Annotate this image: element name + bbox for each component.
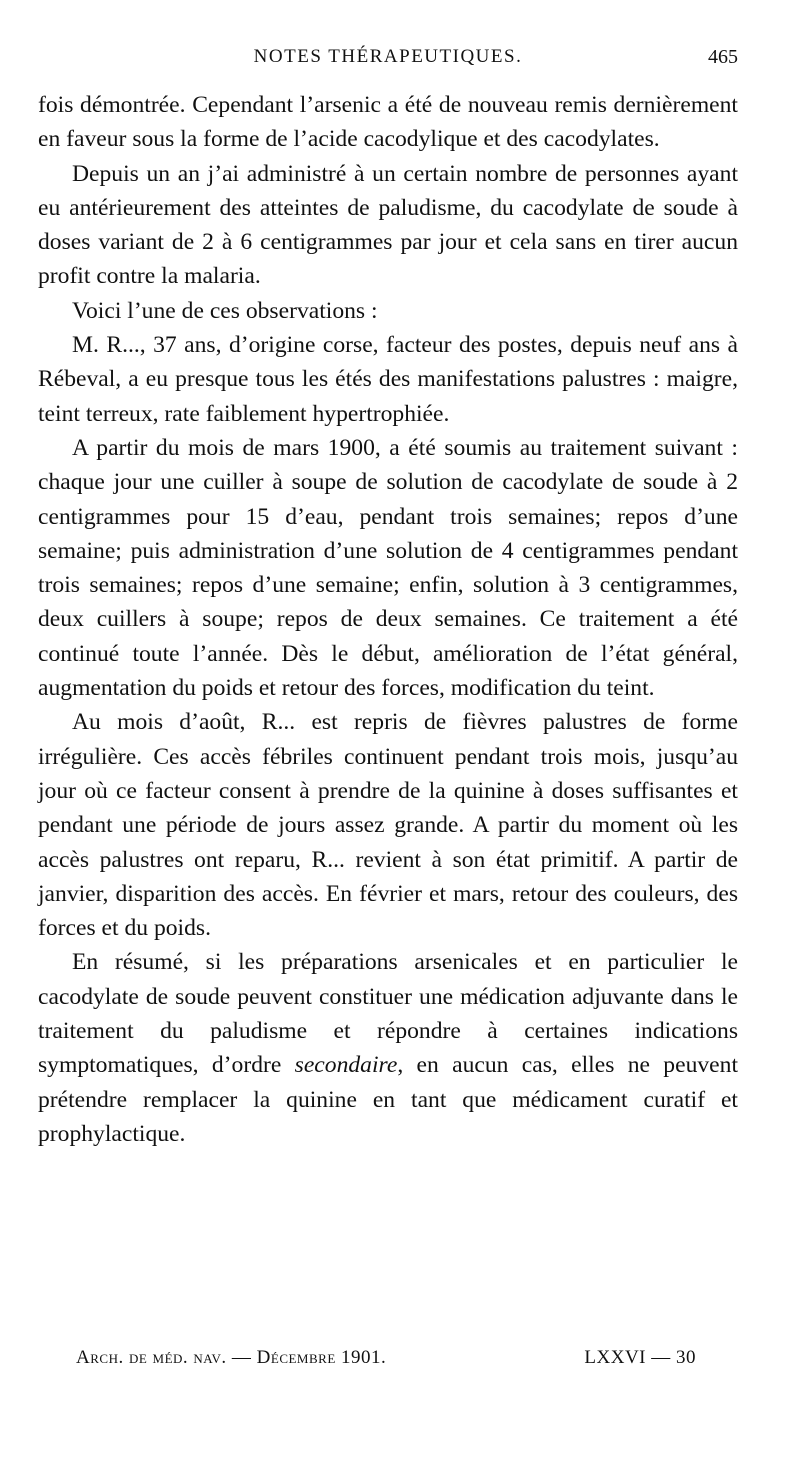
footer-signature: LXXVI — 30 [584,1347,696,1368]
footer-source: Arch. de méd. nav. — Décembre 1901. [76,1347,387,1368]
footer [76,1347,696,1375]
body-text [38,88,738,1151]
paragraph: Au mois d’août, R... est repris de fièvres palustres de forme irrégulière. Ces accès fébriles continuent pendant trois mois, jusqu’au jour où ce facteur consent à prendre de la quinine à doses suffisantes et pendant une période de jours assez grande. A partir du moment où les accès palustres ont reparu, R... revient à son état primitif. A partir de janvier, disparition des accès. En février et mars, retour des couleurs, des forces et du poids. [38,709,738,942]
page-number: 465 [708,46,738,68]
paragraph: A partir du mois de mars 1900, a été soumis au traitement suivant : chaque jour une cuiller à soupe de solution de cacodylate de soude à 2 centigrammes pour 15 d’eau, pendant trois semaines; repos d’une semaine; puis administration d’une solution de 4 centigrammes pendant trois semaines; repos d’une semaine; enfin, solution à 3 centigrammes, deux cuillers à soupe; repos de deux semaines. Ce traitement a été continué toute l’année. Dès le début, amélioration de l’état général, augmentation du poids et retour des forces, modification du teint. [38,434,738,702]
paragraph-text: , en aucun cas, elles ne peuvent prétendre remplacer la quinine en tant que médicament curatif et prophylactique. [38,1052,738,1147]
paragraph-text: En résumé, si les préparations arsenicales et en particulier le cacodylate de soude peuvent constituer une médication adjuvante dans le traitement du paludisme et répondre à certaines indications symptomatiques, d’ordre [38,949,738,1079]
paragraph: Depuis un an j’ai administré à un certain nombre de personnes ayant eu antérieurement des atteintes de paludisme, du cacodylate de soude à doses variant de 2 à 6 centigrammes par jour et cela sans en tirer aucun profit contre la malaria. [38,160,738,290]
paragraph-continuation: fois démontrée. Cependant l’arsenic a été de nouveau remis dernièrement en faveur sous la forme de l’acide cacodylique et des cacodylates. [38,92,738,153]
paragraph: M. R..., 37 ans, d’origine corse, facteur des postes, depuis neuf ans à Rébeval, a eu presque tous les étés des manifestations palustres : maigre, teint terreux, rate faiblement hypertrophiée. [38,332,738,427]
paragraph-conclusion [38,945,738,1151]
paragraph: Voici l’une de ces observations : [72,297,378,324]
running-title: NOTES THÉRAPEUTIQUES. [253,46,523,67]
running-head [38,46,738,76]
emphasis-text: secondaire [294,1052,398,1079]
